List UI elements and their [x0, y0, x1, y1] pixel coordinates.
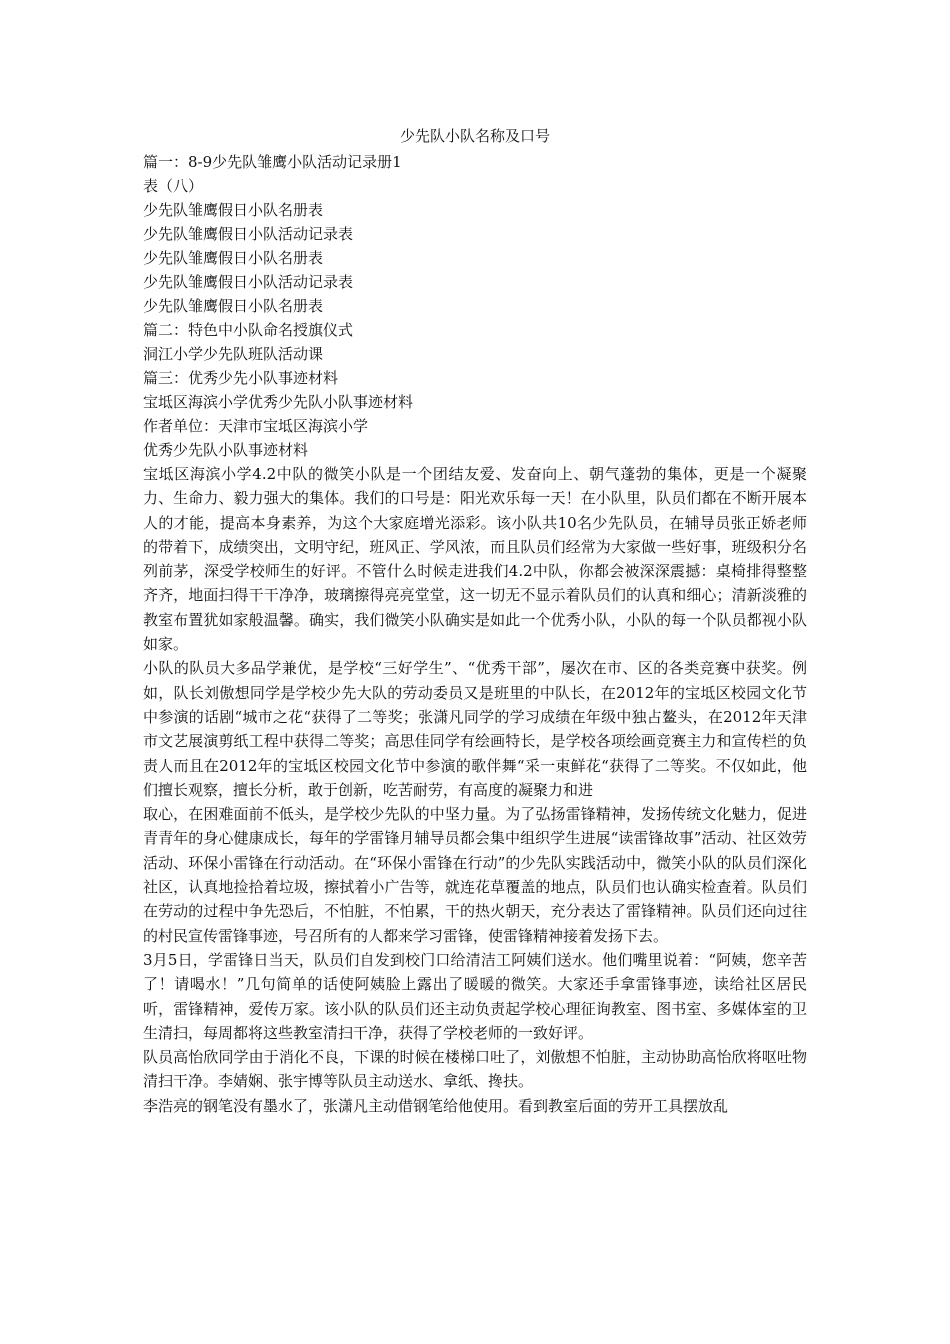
body-paragraph: 李浩亮的钢笔没有墨水了，张潇凡主动借钢笔给他使用。看到教室后面的劳开工具摆放乱 — [143, 1096, 729, 1115]
subheading: 宝坻区海滨小学优秀少先队小队事迹材料 — [143, 393, 414, 411]
body-paragraph: 3月5日，学雷锋日当天，队员们自发到校门口给清洁工阿姨们送水。他们嘴里说着：“阿姨，您辛苦了！请喝水！”几句简单的话使阿姨脸上露出了暖暖的微笑。大家还手拿雷锋事迹，读给社区居民听，雷锋精神，爱传万家。该小队的队员们还主动负责起学校心理征询教室、图书室、多媒体室的卫生清扫，每周都将这些教室清扫干净，获得了学校老师的一致好评。 — [143, 950, 807, 1042]
document-page — [143, 124, 807, 1118]
list-item: 少先队雏鹰假日小队活动记录表 — [143, 273, 354, 291]
body-paragraph: 小队的队员大多品学兼优，是学校“三好学生”、“优秀干部”，屡次在市、区的各类竞赛中获奖。例如，队长刘傲想同学是学校少先大队的劳动委员又是班里的中队长，在2012年的宝坻区校园文化节中参演的话剧“城市之花“获得了二等奖；张潇凡同学的学习成绩在年级中独占鳌头，在2012年天津市文艺展演剪纸工程中获得二等奖；高思佳同学有绘画特长，是学校各项绘画竞赛主力和宣传栏的负责人而且在2012年的宝坻区校园文化节中参演的歌伴舞“采一束鲜花“获得了二等奖。不仅如此，他们擅长观察，擅长分析，敢于创新，吃苦耐劳，有高度的凝聚力和进 — [143, 659, 807, 799]
subheading: 优秀少先队小队事迹材料 — [143, 441, 309, 459]
body-paragraph: 队员高怡欣同学由于消化不良，下课的时候在楼梯口吐了，刘傲想不怕脏，主动协助高怡欣将呕吐物清扫干净。李婧娴、张宇博等队员主动送水、拿纸、搀扶。 — [143, 1048, 807, 1091]
heading-chapter-1: 篇一：8-9少先队雏鹰小队活动记录册1 — [143, 153, 402, 171]
list-item: 少先队雏鹰假日小队活动记录表 — [143, 225, 354, 243]
heading-chapter-3: 篇三：优秀少先小队事迹材料 — [143, 369, 339, 387]
list-item: 少先队雏鹰假日小队名册表 — [143, 297, 324, 315]
body-paragraph: 宝坻区海滨小学4.2中队的微笑小队是一个团结友爱、发奋向上、朝气蓬勃的集体，更是一个凝聚力、生命力、毅力强大的集体。我们的口号是：阳光欢乐每一天！在小队里，队员们都在不断开展本人的才能，提高本身素养，为这个大家庭增光添彩。该小队共10名少先队员，在辅导员张正娇老师的带着下，成绩突出，文明守纪，班风正、学风浓，而且队员们经常为大家做一些好事，班级积分名列前茅，深受学校师生的好评。不管什么时候走进我们4.2中队，你都会被深深震撼：桌椅排得整整齐齐，地面扫得干干净净，玻璃擦得亮亮堂堂，这一切无不显示着队员们的认真和细心；清新淡雅的教室布置犹如家般温馨。确实，我们微笑小队确实是如此一个优秀小队，小队的每一个队员都视小队如家。 — [143, 465, 807, 654]
body-paragraph: 取心，在困难面前不低头，是学校少先队的中坚力量。为了弘扬雷锋精神，发扬传统文化魅力，促进青青年的身心健康成长，每年的学雷锋月辅导员都会集中组织学生进展“读雷锋故事”活动、社区效劳活动、环保小雷锋在行动活动。在“环保小雷锋在行动”的少先队实践活动中，微笑小队的队员们深化社区，认真地捡拾着垃圾，擦拭着小广告等，就连花草覆盖的地点，队员们也认确实检查着。队员们在劳动的过程中争先恐后，不怕脏，不怕累，干的热火朝天，充分表达了雷锋精神。队员们还向过往的村民宣传雷锋事迹，号召所有的人都来学习雷锋，使雷锋精神接着发扬下去。 — [143, 805, 807, 945]
document-title: 少先队小队名称及口号 — [399, 127, 550, 145]
heading-chapter-2: 篇二：特色中小队命名授旗仪式 — [143, 321, 354, 339]
author-line: 作者单位：天津市宝坻区海滨小学 — [143, 417, 369, 435]
table-label: 表（八） — [143, 177, 204, 195]
subheading: 洞江小学少先队班队活动课 — [143, 345, 324, 363]
list-item: 少先队雏鹰假日小队名册表 — [143, 249, 324, 267]
list-item: 少先队雏鹰假日小队名册表 — [143, 201, 324, 219]
